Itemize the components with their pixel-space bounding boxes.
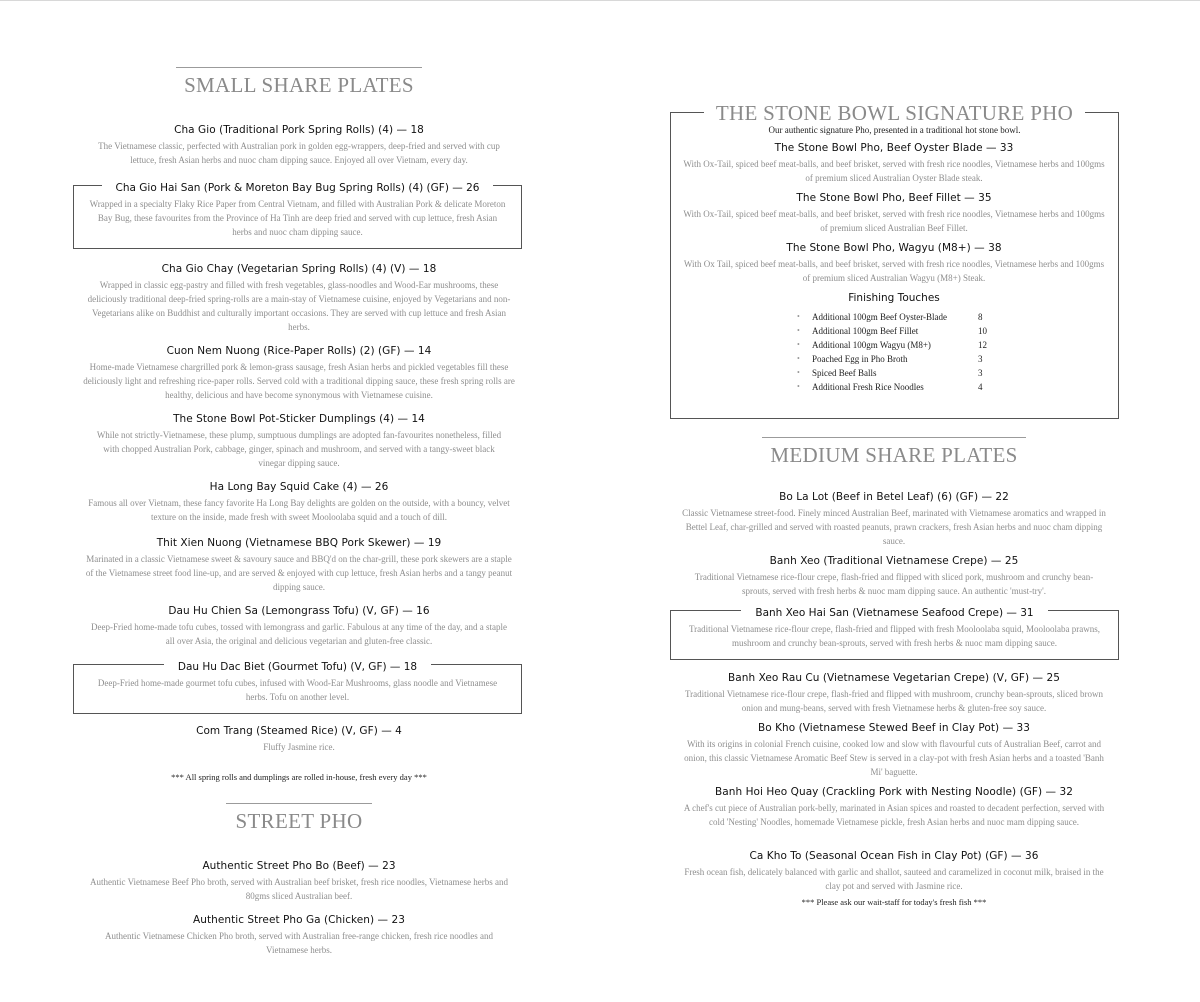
finishing-touch-price: 3 [978, 354, 983, 364]
finishing-touch-item [797, 366, 997, 380]
featured-menu-item-box [670, 607, 1119, 660]
finishing-touch-name: Additional 100gm Wagyu (M8+) [812, 340, 931, 350]
menu-item [75, 412, 523, 470]
menu-item-description: Famous all over Vietnam, these fancy favorite Ha Long Bay delights are golden on the outside, with a bouncy, velvet texture on the inside, made fresh with sweet Mooloolaba squid and a touch of dill. [88, 498, 510, 522]
signature-pho-subtitle: Our authentic signature Pho, presented in a traditional hot stone bowl. [768, 125, 1021, 135]
finishing-touches-title: Finishing Touches [848, 292, 940, 304]
menu-item [75, 344, 523, 402]
menu-item [75, 604, 523, 648]
finishing-touch-price: 10 [978, 326, 987, 336]
menu-item-description: Authentic Vietnamese Chicken Pho broth, served with Australian free-range chicken, fresh rice noodles and Vietnamese herbs. [105, 931, 493, 955]
menu-item-description: Wrapped in classic egg-pastry and filled with fresh vegetables, glass-noodles and Wood-Ear mushrooms, these deliciously traditional deep-fried spring-rolls are a main-stay of Vietnamese cuisine, enjoyed by Vegetarians and non-Vegetarians alike on Buddhist and culturally important occasions. They are served with cup lettuce and fresh Asian herbs. [87, 280, 511, 332]
menu-item-description: Marinated in a classic Vietnamese sweet & savoury sauce and BBQ'd on the char-grill, these pork skewers are a staple of the Vietnamese street food line-up, and are served & enjoyed with cup lettuce, fresh Asian herbs and a tangy peanut dipping sauce. [85, 554, 513, 592]
finishing-touch-name: Spiced Beef Balls [812, 368, 877, 378]
spring-roll-note: *** All spring rolls and dumplings are rolled in-house, fresh every day *** [171, 772, 427, 782]
menu-item-title: Dau Hu Chien Sa (Lemongrass Tofu) (V, GF) — 16 [168, 605, 430, 617]
menu-item-description: With Ox-Tail, spiced beef meat-balls, and beef brisket, served with fresh rice noodles, Vietnamese herbs and 100gms of premium sliced Australian Oyster Blade steak. [683, 159, 1105, 183]
menu-item-title-wrap [74, 178, 521, 196]
bullet-icon: • [797, 312, 800, 321]
menu-item-title: Bo Kho (Vietnamese Stewed Beef in Clay Pot) — 33 [758, 722, 1030, 734]
menu-item-title: Cha Gio (Traditional Pork Spring Rolls) (4) — 18 [174, 124, 424, 136]
menu-item-description: Classic Vietnamese street-food. Finely minced Australian Beef, marinated with Vietnamese aromatics and wrapped in Bettel Leaf, char-grilled and served with roasted peanuts, prawn crackers, fresh Asian herbs and nuoc cham dipping sauce. [682, 508, 1106, 546]
bullet-icon: • [797, 354, 800, 363]
menu-item [670, 191, 1118, 235]
menu-item-title: Banh Xeo (Traditional Vietnamese Crepe) — 25 [769, 555, 1019, 567]
menu-item-title-wrap [671, 603, 1118, 621]
menu-item-description: Fresh ocean fish, delicately balanced with garlic and shallot, sauteed and caramelized in coconut milk, braised in the clay pot and served with Jasmine rice. [684, 867, 1104, 891]
fresh-fish-note: *** Please ask our wait-staff for today's fresh fish *** [801, 897, 987, 907]
menu-item-title: Authentic Street Pho Bo (Beef) — 23 [202, 860, 396, 872]
menu-item-title: The Stone Bowl Pho, Beef Oyster Blade — 33 [774, 142, 1014, 154]
finishing-touch-name: Additional Fresh Rice Noodles [812, 382, 924, 392]
menu-item [75, 480, 523, 524]
menu-item-title: Bo La Lot (Beef in Betel Leaf) (6) (GF) — 22 [779, 491, 1009, 503]
finishing-touch-price: 12 [978, 340, 987, 350]
medium-share-plates-heading-wrap [670, 437, 1118, 468]
menu-item-description: Traditional Vietnamese rice-flour crepe, flash-fried and flipped with mushroom, crunchy bean-sprouts, sliced brown onion and mung-beans, served with fresh Vietnamese herbs & gluten-free soy sauce. [684, 689, 1104, 713]
menu-item-description: With its origins in colonial French cuisine, cooked low and slow with flavourful cuts of Australian Beef, carrot and onion, this classic Vietnamese Aromatic Beef Stew is served in a clay-pot with fresh Asian herbs and a toasted 'Banh Mi' baguette. [684, 739, 1104, 777]
finishing-touch-name: Additional 100gm Beef Fillet [812, 326, 919, 336]
finishing-touch-item [797, 310, 997, 324]
menu-item [670, 849, 1118, 893]
finishing-touch-item [797, 352, 997, 366]
menu-item-title: Cuon Nem Nuong (Rice-Paper Rolls) (2) (GF) — 14 [166, 345, 432, 357]
menu-item [670, 721, 1118, 779]
menu-item-title: Banh Xeo Hai San (Vietnamese Seafood Crepe) — 31 [741, 607, 1047, 619]
small-share-plates-heading: SMALL SHARE PLATES [176, 67, 422, 98]
menu-item-description: While not strictly-Vietnamese, these plump, sumptuous dumplings are adopted fan-favourites nonetheless, filled with chopped Australian Pork, cabbage, ginger, spinach and mushroom, and served with a tangy-sweet black vinegar dipping sauce. [96, 430, 502, 468]
finishing-touch-price: 4 [978, 382, 983, 392]
menu-item [670, 490, 1118, 548]
menu-item [670, 785, 1118, 829]
menu-item-title: Dau Hu Dac Biet (Gourmet Tofu) (V, GF) — 18 [164, 661, 431, 673]
menu-item-description: A chef's cut piece of Australian pork-belly, marinated in Asian spices and roasted to decadent perfection, served with cold 'Nesting' Noodles, homemade Vietnamese pickle, fresh Asian herbs and nuoc mam dipping sauce. [683, 803, 1105, 827]
menu-item-title: Ca Kho To (Seasonal Ocean Fish in Clay Pot) (GF) — 36 [749, 850, 1039, 862]
finishing-touch-price: 8 [978, 312, 983, 322]
menu-item-title: Banh Xeo Rau Cu (Vietnamese Vegetarian Crepe) (V, GF) — 25 [728, 672, 1060, 684]
menu-item-description: Home-made Vietnamese chargrilled pork & lemon-grass sausage, fresh Asian herbs and pickled vegetables fill these deliciously light and refreshing rice-paper rolls. Served cold with a traditional dipping sauce, these fresh spring rolls are healthy, delicious and have become synonymous with Vietnamese cuisine. [83, 362, 515, 400]
finishing-touch-name: Poached Egg in Pho Broth [812, 354, 908, 364]
menu-item-title-wrap [74, 657, 521, 675]
menu-item [75, 724, 523, 754]
street-pho-heading-wrap [75, 803, 523, 834]
signature-pho-heading-wrap [671, 101, 1118, 125]
menu-item-title: Authentic Street Pho Ga (Chicken) — 23 [193, 914, 405, 926]
menu-item-description: Fluffy Jasmine rice. [263, 742, 335, 752]
menu-item [670, 554, 1118, 598]
menu-item-description: With Ox-Tail, spiced beef meat-balls, and beef brisket, served with fresh rice noodles, Vietnamese herbs and 100gms of premium sliced Australian Beef Fillet. [683, 209, 1105, 233]
menu-item [670, 241, 1118, 285]
menu-item-title: Cha Gio Hai San (Pork & Moreton Bay Bug Spring Rolls) (4) (GF) — 26 [102, 182, 494, 194]
menu-item [75, 536, 523, 594]
menu-item-title: The Stone Bowl Pot-Sticker Dumplings (4) — 14 [173, 413, 425, 425]
menu-item [75, 262, 523, 334]
finishing-touch-item [797, 324, 997, 338]
menu-item-description: Traditional Vietnamese rice-flour crepe, flash-fried and flipped with fresh Mooloolaba squid, Mooloolaba prawns, mushroom and crunchy bean-sprouts, served with fresh herbs & nuoc mam dipping sauce. [688, 624, 1101, 648]
menu-item-description: The Vietnamese classic, perfected with Australian pork in golden egg-wrappers, deep-fried and served with cup lettuce, fresh Asian herbs and nuoc cham dipping sauce. Enjoyed all over Vietnam, every day. [98, 141, 500, 165]
menu-item [75, 913, 523, 957]
menu-item-description: Traditional Vietnamese rice-flour crepe, flash-fried and flipped with sliced pork, mushroom and crunchy bean-sprouts, served with fresh herbs & nuoc mam dipping sauce. An authentic 'must-try'. [694, 572, 1094, 596]
featured-menu-item-box [73, 182, 522, 249]
bullet-icon: • [797, 382, 800, 391]
menu-item-description: Wrapped in a specialty Flaky Rice Paper from Central Vietnam, and filled with Australian Pork & delicate Moreton Bay Bug, these favourites from the Province of Ha Tinh are deep fried and served with cup lettuce, fresh Asian herbs and nuoc cham dipping sauce. [89, 199, 506, 237]
menu-item-title: Cha Gio Chay (Vegetarian Spring Rolls) (4) (V) — 18 [161, 263, 437, 275]
menu-item-title: Thit Xien Nuong (Vietnamese BBQ Pork Skewer) — 19 [156, 537, 442, 549]
menu-item-title: Banh Hoi Heo Quay (Crackling Pork with Nesting Noodle) (GF) — 32 [715, 786, 1073, 798]
menu-item-title: The Stone Bowl Pho, Wagyu (M8+) — 38 [786, 242, 1002, 254]
featured-menu-item-box [73, 661, 522, 714]
menu-item-title: The Stone Bowl Pho, Beef Fillet — 35 [796, 192, 992, 204]
bullet-icon: • [797, 326, 800, 335]
menu-item [75, 123, 523, 167]
menu-item-description: Deep-Fried home-made gourmet tofu cubes, infused with Wood-Ear Mushrooms, glass noodle and Vietnamese herbs. Tofu on another level. [97, 678, 498, 702]
menu-item [75, 859, 523, 903]
menu-item-description: Deep-Fried home-made tofu cubes, tossed with lemongrass and garlic. Fabulous at any time of the day, and a staple all over Asia, the original and delicious vegetarian and gluten-free classic. [90, 622, 508, 646]
finishing-touch-price: 3 [978, 368, 983, 378]
finishing-touch-item [797, 380, 997, 394]
top-border [0, 0, 1200, 1]
finishing-touches-list [797, 310, 997, 394]
menu-item-description: Authentic Vietnamese Beef Pho broth, served with Australian beef brisket, fresh rice noodles, Vietnamese herbs and 80gms sliced Australian beef. [90, 877, 508, 901]
finishing-touch-name: Additional 100gm Beef Oyster-Blade [812, 312, 948, 322]
small-share-plates-heading-wrap [75, 67, 523, 98]
street-pho-heading: STREET PHO [226, 803, 373, 834]
menu-item [670, 141, 1118, 185]
menu-item-title: Com Trang (Steamed Rice) (V, GF) — 4 [196, 725, 402, 737]
bullet-icon: • [797, 340, 800, 349]
menu-item-description: With Ox Tail, spiced beef meat-balls, and beef brisket, served with fresh rice noodles, Vietnamese herbs and 100gms of premium sliced Australian Wagyu (M8+) Steak. [683, 259, 1105, 283]
signature-pho-heading: THE STONE BOWL SIGNATURE PHO [704, 101, 1085, 125]
menu-item [670, 671, 1118, 715]
finishing-touch-item [797, 338, 997, 352]
medium-share-plates-heading: MEDIUM SHARE PLATES [762, 437, 1025, 468]
menu-item-title: Ha Long Bay Squid Cake (4) — 26 [209, 481, 389, 493]
bullet-icon: • [797, 368, 800, 377]
